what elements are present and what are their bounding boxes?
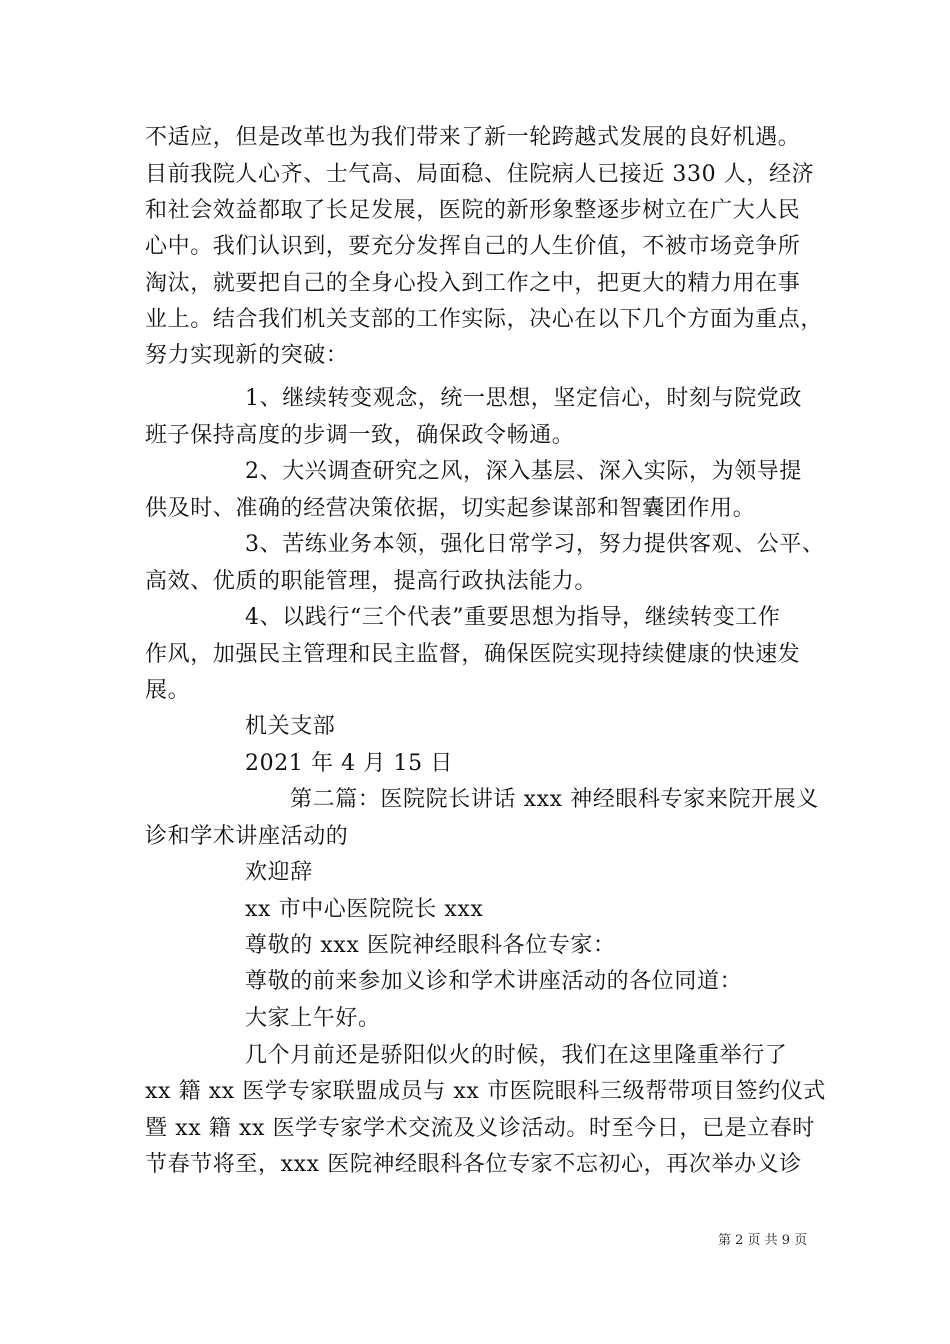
list-item-3-line: 3、苦练业务本领，强化日常学习，努力提供客观、公平、 — [245, 532, 825, 557]
paragraph-line: 不适应，但是改革也为我们带来了新一轮跨越式发展的良好机遇。 — [145, 125, 801, 150]
list-item-2-line: 供及时、准确的经营决策依据，切实起参谋部和智囊团作用。 — [145, 496, 756, 521]
speaker-line: xx 市中心医院院长 xxx — [245, 897, 484, 922]
paragraph-line: 心中。我们认识到，要充分发挥自己的人生价值，不被市场竞争所 — [145, 234, 801, 259]
paragraph-line: 暨 xx 籍 xx 医学专家学术交流及义诊活动。时至今日，已是立春时 — [145, 1116, 816, 1141]
signature-org: 机关支部 — [245, 714, 336, 739]
list-item-4-line: 4、以践行“三个代表”重要思想为指导，继续转变工作 — [245, 605, 781, 630]
list-item-4-line: 作风，加强民主管理和民主监督，确保医院实现持续健康的快速发 — [145, 642, 801, 667]
paragraph-line: 节春节将至，xxx 医院神经眼科各位专家不忘初心，再次举办义诊 — [145, 1152, 802, 1177]
section-title-line: 诊和学术讲座活动的 — [145, 824, 349, 849]
list-item-2-line: 2、大兴调查研究之风，深入基层、深入实际，为领导提 — [245, 459, 802, 484]
paragraph-line: 努力实现新的突破： — [145, 343, 349, 368]
list-item-3-line: 高效、优质的职能管理，提高行政执法能力。 — [145, 569, 598, 594]
greeting-line: 大家上午好。 — [245, 1006, 381, 1031]
list-item-4-line: 展。 — [145, 678, 191, 703]
section-title-line: 第二篇：医院院长讲话 xxx 神经眼科专家来院开展义 — [290, 787, 819, 812]
speech-title: 欢迎辞 — [245, 860, 313, 885]
paragraph-line: 目前我院人心齐、士气高、局面稳、住院病人已接近 330 人，经济 — [145, 162, 815, 187]
paragraph-line: 和社会效益都取了长足发展，医院的新形象整逐步树立在广大人民 — [145, 198, 801, 223]
salutation-line: 尊敬的前来参加义诊和学术讲座活动的各位同道： — [245, 969, 743, 994]
paragraph-line: 几个月前还是骄阳似火的时候，我们在这里隆重举行了 — [245, 1043, 788, 1068]
page-number: 第 2 页 共 9 页 — [718, 1233, 808, 1248]
paragraph-line: 业上。结合我们机关支部的工作实际，决心在以下几个方面为重点， — [145, 307, 824, 332]
list-item-1-line: 班子保持高度的步调一致，确保政令畅通。 — [145, 423, 575, 448]
paragraph-line: xx 籍 xx 医学专家联盟成员与 xx 市医院眼科三级帮带项目签约仪式 — [145, 1079, 827, 1104]
list-item-1-line: 1、继续转变观念，统一思想，坚定信心，时刻与院党政 — [245, 386, 802, 411]
salutation-line: 尊敬的 xxx 医院神经眼科各位专家： — [245, 933, 616, 958]
paragraph-line: 淘汰，就要把自己的全身心投入到工作之中，把更大的精力用在事 — [145, 271, 801, 296]
signature-date: 2021 年 4 月 15 日 — [245, 751, 453, 776]
